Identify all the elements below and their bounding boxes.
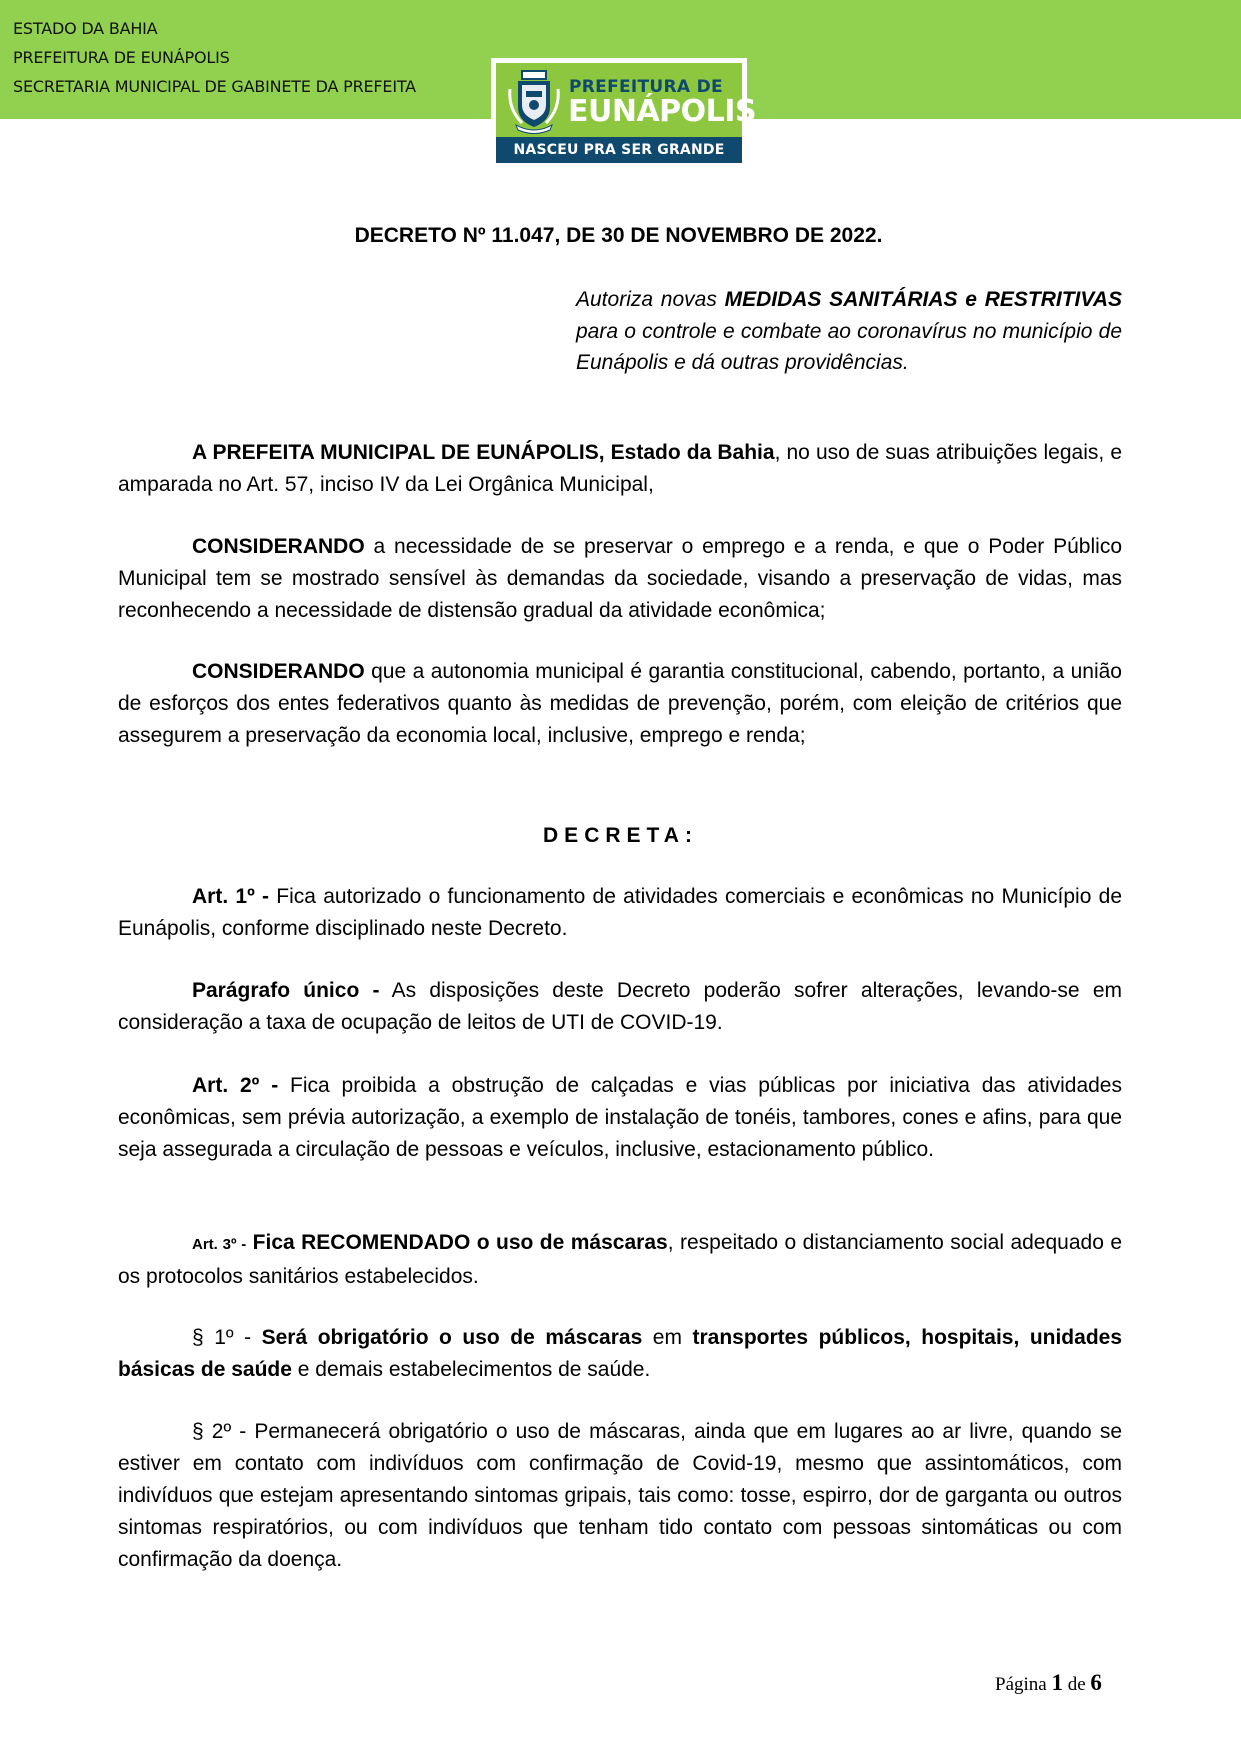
header-secretariat: SECRETARIA MUNICIPAL DE GABINETE DA PREFEITA — [13, 77, 416, 96]
article-2 — [118, 1070, 1122, 1166]
considerando-label: CONSIDERANDO — [192, 660, 365, 683]
decree-title-text: DECRETO Nº 11.047, DE 30 DE NOVEMBRO DE 2022. — [354, 224, 883, 247]
article-text: , respeitado o distanciamento social adequado e os protocolos sanitários estabelecidos. — [118, 1231, 1123, 1288]
current-page: 1 — [1051, 1670, 1063, 1695]
logo-text-eunapolis: EUNÁPOLIS — [568, 94, 757, 129]
page-label: Página — [995, 1674, 1052, 1695]
header-city: PREFEITURA DE EUNÁPOLIS — [13, 48, 230, 67]
total-pages: 6 — [1090, 1670, 1102, 1695]
article-1 — [118, 881, 1122, 945]
preamble-text: , no uso de suas atribuições legais, e amparada no Art. 57, inciso IV da Lei Orgânica Municipal, — [118, 441, 1122, 496]
prefeitura-logo — [491, 58, 757, 165]
header-state: ESTADO DA BAHIA — [13, 19, 158, 38]
decreta-heading: DECRETA: — [543, 824, 698, 847]
considerando-1 — [118, 531, 1122, 627]
paragraph-bold: Será obrigatório o uso de máscaras — [261, 1326, 643, 1349]
logo-top — [496, 63, 757, 137]
paragraph-label: Parágrafo único - — [192, 979, 380, 1002]
paragrafo-unico — [118, 975, 1122, 1039]
article-3 — [118, 1227, 1122, 1293]
article-text: Fica proibida a obstrução de calçadas e vias públicas por iniciativa das atividades econômicas, sem prévia autorização, a exemplo de instalação de tonéis, tambores, cones e afins, para que seja assegurada a circulação de pessoas e veículos, inclusive, estacionamento público. — [118, 1074, 1122, 1161]
paragraph-bold-2: transportes públicos, hospitais, unidades básicas de saúde — [118, 1326, 1123, 1381]
paragraph-text-2: e demais estabelecimentos de saúde. — [291, 1358, 651, 1381]
paragraph-label: § 1º - — [192, 1326, 262, 1349]
paragraph-2: § 2º - Permanecerá obrigatório o uso de máscaras, ainda que em lugares ao ar livre, quando se estiver em contato com indivíduos com confirmação de Covid-19, mesmo que assintomáticos, com indivíduos que estejam apresentando sintomas gripais, tais como: tosse, espirro, dor de garganta ou outros sintomas respiratórios, ou com indivíduos que tenham tido contato com pessoas sintomáticas ou com confirmação da doença. — [118, 1420, 1122, 1571]
paragraph-1 — [118, 1322, 1122, 1386]
considerando-text: a necessidade de se preservar o emprego e a renda, e que o Poder Público Municipal tem se mostrado sensível às demandas da sociedade, visando a preservação de vidas, mas reconhecendo a necessidade de distensão gradual da atividade econômica; — [118, 535, 1122, 622]
decree-title — [0, 224, 1241, 248]
article-bold: Fica RECOMENDADO o uso de máscaras — [246, 1231, 668, 1254]
paragraph-text: As disposições deste Decreto poderão sofrer alterações, levando-se em consideração a taxa de ocupação de leitos de UTI de COVID-19. — [118, 979, 1122, 1034]
preamble-bold: A PREFEITA MUNICIPAL DE EUNÁPOLIS, Estado da Bahia — [192, 441, 775, 464]
article-label: Art. 3º - — [192, 1236, 247, 1253]
summary-text: Autoriza novas — [576, 288, 725, 311]
of-label: de — [1062, 1674, 1091, 1695]
logo-text-prefeitura: PREFEITURA DE — [569, 77, 723, 97]
considerando-label: CONSIDERANDO — [192, 535, 365, 558]
summary-text-2: para o controle e combate ao coronavírus no município de Eunápolis e dá outras providências. — [576, 319, 1122, 374]
paragraph-text: em — [642, 1326, 693, 1349]
article-label: Art. 2º - — [192, 1074, 279, 1097]
decree-summary — [576, 284, 1122, 379]
preamble — [118, 437, 1122, 501]
logo-slogan: NASCEU PRA SER GRANDE — [496, 137, 742, 163]
summary-bold: MEDIDAS SANITÁRIAS e RESTRITIVAS — [724, 288, 1122, 311]
article-label: Art. 1º - — [192, 885, 270, 908]
coat-of-arms-icon — [506, 69, 562, 135]
considerando-2 — [118, 656, 1122, 752]
header-lines — [13, 14, 416, 101]
considerando-text: que a autonomia municipal é garantia constitucional, cabendo, portanto, a união de esforços dos entes federativos quanto às medidas de prevenção, porém, com eleição de critérios que assegurem a preservação da economia local, inclusive, emprego e renda; — [118, 660, 1122, 747]
article-text: Fica autorizado o funcionamento de atividades comerciais e econômicas no Município de Eunápolis, conforme disciplinado neste Decreto. — [118, 885, 1122, 940]
page-number — [995, 1670, 1102, 1696]
